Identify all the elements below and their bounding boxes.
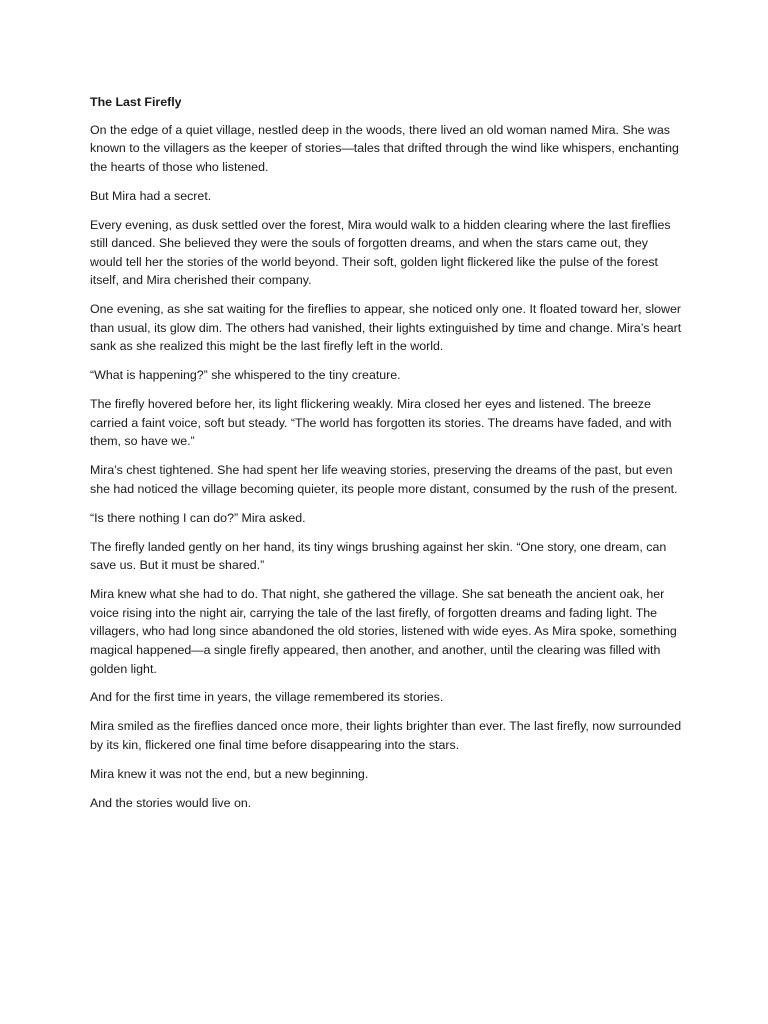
paragraph: The firefly hovered before her, its light flickering weakly. Mira closed her eyes and listened. The breeze carried a faint voice, soft but steady. “The world has forgotten its stories. The dreams have faded, and with them, so have we.” xyxy=(90,397,672,449)
paragraph: The firefly landed gently on her hand, its tiny wings brushing against her skin. “One story, one dream, can save us. But it must be shared.” xyxy=(90,539,667,573)
paragraph: Mira’s chest tightened. She had spent her life weaving stories, preserving the dreams of the past, but even she had noticed the village becoming quieter, its people more distant, consumed by the rush of the present. xyxy=(90,463,678,496)
document-body xyxy=(90,93,682,823)
paragraph: And the stories would live on. xyxy=(90,795,252,810)
paragraph: Mira smiled as the fireflies danced once more, their lights brighter than ever. The last firefly, now surrounded by its kin, flickered one final time before disappearing into the stars. xyxy=(90,719,682,752)
paragraph: On the edge of a quiet village, nestled deep in the woods, there lived an old woman named Mira. She was known to the villagers as the keeper of stories—tales that drifted through the wind like whispers, enchanting the hearts of those who listened. xyxy=(90,122,679,174)
paragraph: Mira knew it was not the end, but a new beginning. xyxy=(90,766,369,781)
paragraph: “Is there nothing I can do?” Mira asked. xyxy=(90,510,306,525)
paragraph: But Mira had a secret. xyxy=(90,188,212,203)
paragraph: And for the first time in years, the village remembered its stories. xyxy=(90,690,444,705)
paragraph: Every evening, as dusk settled over the forest, Mira would walk to a hidden clearing where the last fireflies still danced. She believed they were the souls of forgotten dreams, and when the stars came out, they would tell her the stories of the world beyond. Their soft, golden light flickered like the pulse of the forest itself, and Mira cherished their company. xyxy=(90,217,671,288)
paragraph: One evening, as she sat waiting for the fireflies to appear, she noticed only one. It floated toward her, slower than usual, its glow dim. The others had vanished, their lights extinguished by time and change. Mira’s heart sank as she realized this might be the last firefly left in the world. xyxy=(90,302,682,354)
paragraph: “What is happening?” she whispered to the tiny creature. xyxy=(90,368,401,383)
document-title: The Last Firefly xyxy=(90,95,182,109)
paragraph: Mira knew what she had to do. That night, she gathered the village. She sat beneath the ancient oak, her voice rising into the night air, carrying the tale of the last firefly, of forgotten dreams and fading light. The villagers, who had long since abandoned the old stories, listened with wide eyes. As Mira spoke, something magical happened—a single firefly appeared, then another, and another, until the clearing was filled with golden light. xyxy=(90,587,677,676)
